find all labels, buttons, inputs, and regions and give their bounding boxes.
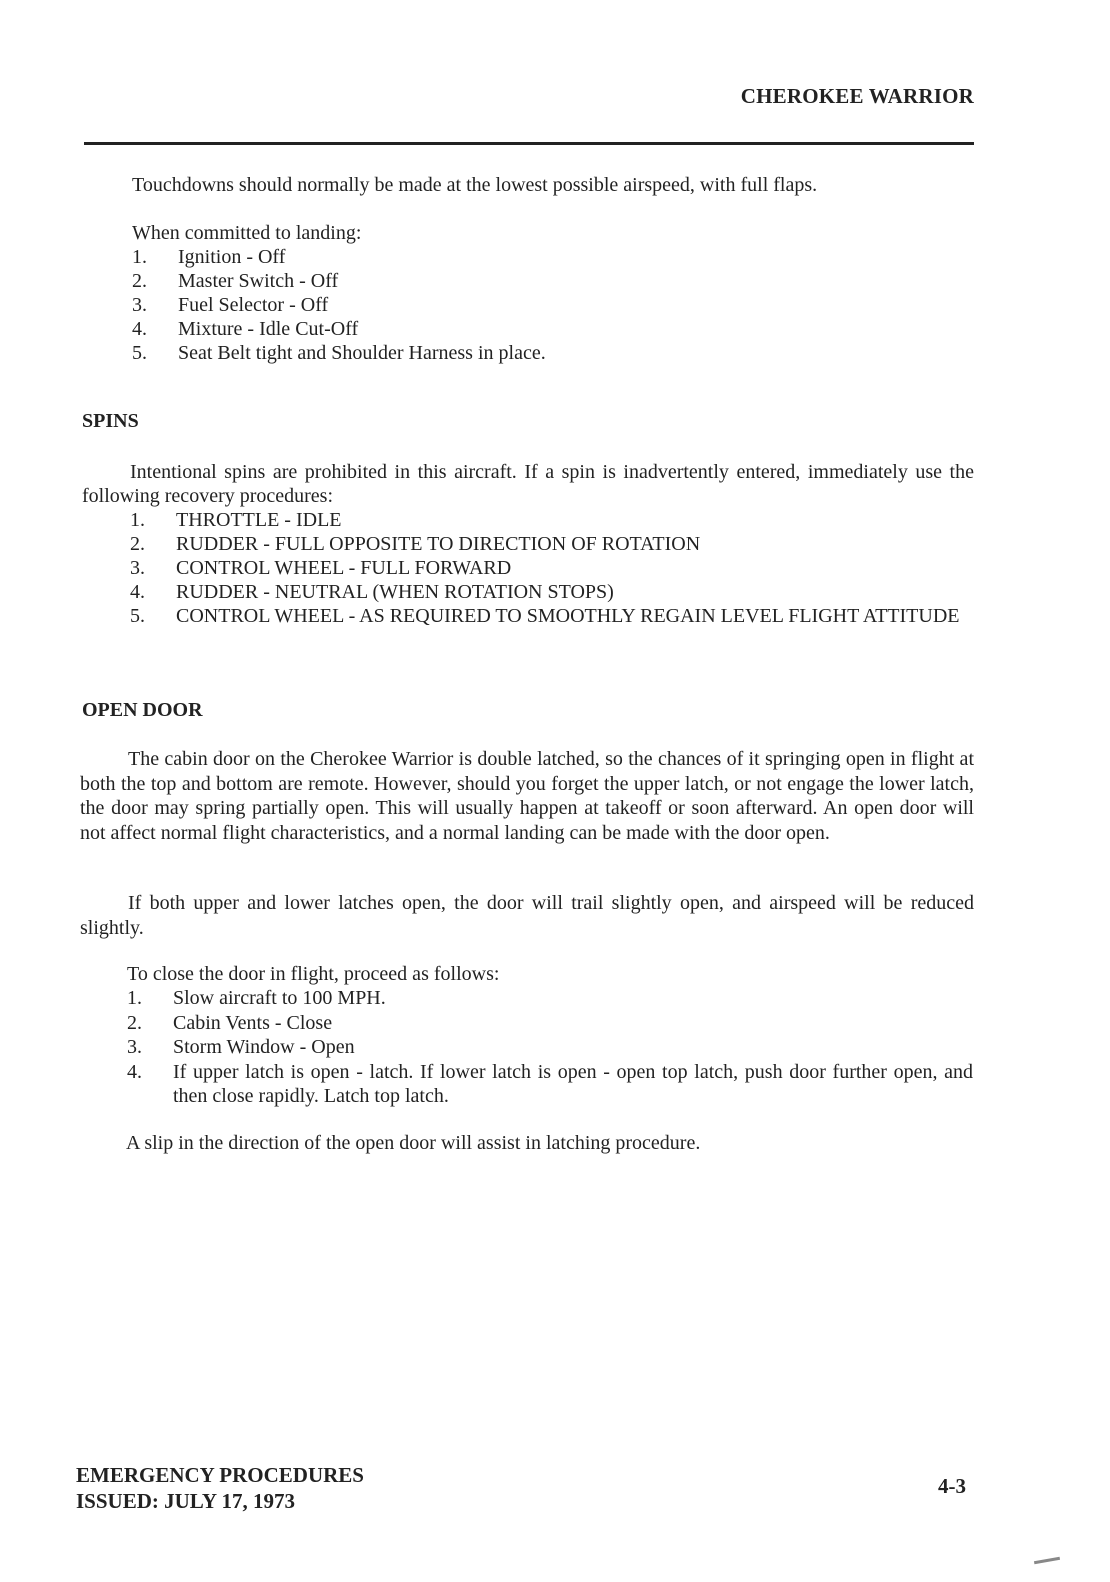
slip-text: A slip in the direction of the open door will assist in latching procedure. <box>126 1132 701 1154</box>
committed-text: When committed to landing: <box>132 222 362 244</box>
list-item: 4. RUDDER - NEUTRAL (WHEN ROTATION STOPS) <box>130 581 614 603</box>
list-item: 3. Fuel Selector - Off <box>132 294 329 316</box>
open-door-heading: OPEN DOOR <box>82 699 203 721</box>
list-item: 5. Seat Belt tight and Shoulder Harness in place. <box>132 342 546 364</box>
scan-mark <box>1034 1557 1060 1564</box>
list-item: 1. Slow aircraft to 100 MPH. <box>127 987 386 1009</box>
list-item: 2. RUDDER - FULL OPPOSITE TO DIRECTION OF ROTATION <box>130 533 701 555</box>
list-item: 4. Mixture - Idle Cut-Off <box>132 318 359 340</box>
landing-list <box>132 245 972 365</box>
footer-section: EMERGENCY PROCEDURES <box>76 1463 364 1487</box>
footer-left <box>76 1462 364 1514</box>
list-item: 2. Master Switch - Off <box>132 270 339 292</box>
list-item: 4. If upper latch is open - latch. If lower latch is open - open top latch, push door further open, and then close rapidly. Latch top latch. <box>127 1060 973 1107</box>
list-item: 3. CONTROL WHEEL - FULL FORWARD <box>130 557 512 579</box>
list-item: 1. Ignition - Off <box>132 246 286 268</box>
page-number: 4-3 <box>938 1474 966 1498</box>
list-item: 5. CONTROL WHEEL - AS REQUIRED TO SMOOTHLY REGAIN LEVEL FLIGHT ATTITUDE <box>130 605 960 627</box>
open-door-para-1: The cabin door on the Cherokee Warrior is double latched, so the chances of it springing open in flight at both the top and bottom are remote. However, should you forget the upper latch, or not engage the lower latch, the door may spring partially open. This will usually happen at takeoff or soon afterward. An open door will not affect normal flight characteristics, and a normal landing can be made with the door open. <box>80 748 974 844</box>
list-item: 1. THROTTLE - IDLE <box>130 509 342 531</box>
spins-intro: Intentional spins are prohibited in this aircraft. If a spin is inadvertently entered, immediately use the following recovery procedures: <box>82 461 974 507</box>
page-header-title: CHEROKEE WARRIOR <box>740 84 974 108</box>
footer-issued: ISSUED: JULY 17, 1973 <box>76 1489 295 1513</box>
spins-heading: SPINS <box>82 410 139 432</box>
open-door-para-2: If both upper and lower latches open, the door will trail slightly open, and airspeed will be reduced slightly. <box>80 892 974 939</box>
close-door-list <box>127 986 973 1109</box>
list-item: 3. Storm Window - Open <box>127 1036 355 1058</box>
close-door-intro: To close the door in flight, proceed as follows: <box>127 963 500 985</box>
header-rule <box>84 142 974 145</box>
list-item: 2. Cabin Vents - Close <box>127 1011 333 1034</box>
spins-list <box>130 508 974 628</box>
touchdown-text: Touchdowns should normally be made at the lowest possible airspeed, with full flaps. <box>132 174 818 196</box>
